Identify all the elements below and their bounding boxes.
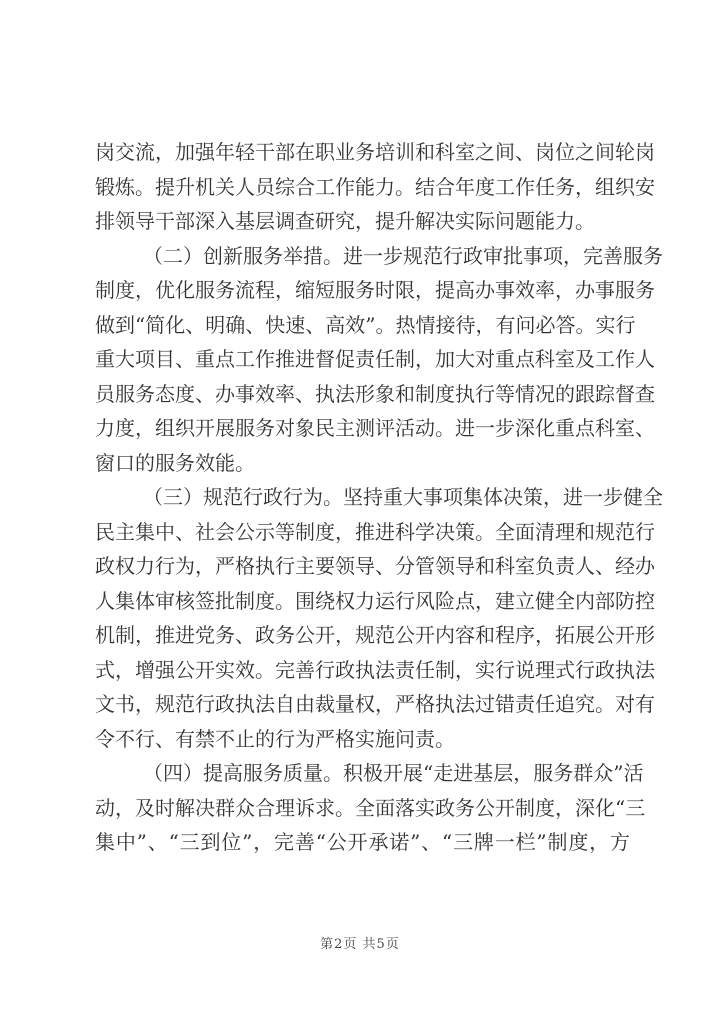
text-line: 窗口的服务效能。 — [95, 450, 255, 475]
section-heading-line: （三）规范行政行为。坚持重大事项集体决策，进一步健全 — [143, 485, 663, 509]
text-line: 岗交流，加强年轻干部在职业务培训和科室之间、岗位之间轮岗 — [95, 140, 655, 164]
text-line: 制度，优化服务流程，缩短服务时限，提高办事效率，办事服务 — [95, 278, 655, 302]
section-heading-line: （四）提高服务质量。积极开展“走进基层，服务群众”活 — [143, 761, 644, 785]
text-line: 排领导干部深入基层调查研究，提升解决实际问题能力。 — [95, 209, 595, 233]
text-line: 力度，组织开展服务对象民主测评活动。进一步深化重点科室、 — [95, 416, 655, 440]
text-line: 集中”、“三到位”，完善“公开承诺”、“三牌一栏”制度，方 — [95, 830, 630, 854]
paragraph-section-2 — [95, 239, 663, 481]
text-line: 机制，推进党务、政务公开，规范公开内容和程序，拓展公开形 — [95, 623, 655, 647]
text-line: 式，增强公开实效。完善行政执法责任制，实行说理式行政执法 — [95, 657, 655, 682]
document-body — [95, 135, 663, 860]
page-number-footer: 第2页 共5页 — [320, 937, 400, 952]
paragraph-section-4 — [95, 756, 646, 860]
text-line: 重大项目、重点工作推进督促责任制，加大对重点科室及工作人 — [95, 347, 655, 371]
text-line: 政权力行为，严格执行主要领导、分管领导和科室负责人、经办 — [95, 554, 655, 578]
text-line: 做到“简化、明确、快速、高效”。热情接待，有问必答。实行 — [95, 312, 636, 337]
text-line: 人集体审核签批制度。围绕权力运行风险点，建立健全内部防控 — [95, 588, 655, 613]
text-line: 民主集中、社会公示等制度，推进科学决策。全面清理和规范行 — [95, 519, 655, 544]
paragraph-section-3 — [95, 480, 663, 756]
paragraph-continuation — [95, 135, 655, 239]
text-line: 动，及时解决群众合理诉求。全面落实政务公开制度，深化“三 — [95, 795, 646, 820]
section-heading-line: （二）创新服务举措。进一步规范行政审批事项，完善服务 — [143, 243, 663, 268]
text-line: 文书，规范行政执法自由裁量权，严格执法过错责任追究。对有 — [95, 692, 655, 716]
text-line: 员服务态度、办事效率、执法形象和制度执行等情况的跟踪督查 — [95, 381, 655, 406]
text-line: 锻炼。提升机关人员综合工作能力。结合年度工作任务，组织安 — [95, 174, 655, 199]
text-line: 令不行、有禁不止的行为严格实施问责。 — [95, 726, 455, 751]
